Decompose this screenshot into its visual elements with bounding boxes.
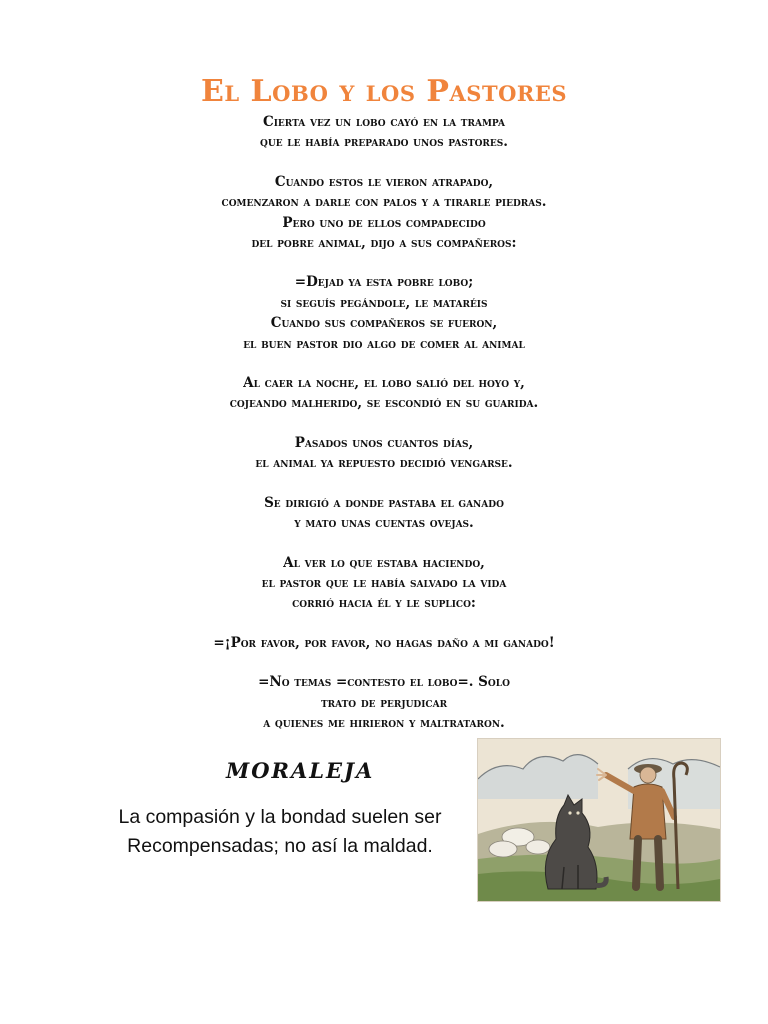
poem-line: cojeando malherido, se escondió en su guarida. bbox=[229, 395, 539, 412]
poem-line: corrió hacia él y le suplico: bbox=[292, 595, 476, 612]
wolf-and-shepherd-illustration bbox=[477, 738, 721, 902]
stanza-4 bbox=[0, 373, 768, 414]
poem-line: =Dejad ya esta pobre lobo; bbox=[294, 274, 474, 291]
moral-text bbox=[100, 803, 460, 861]
poem-line: del pobre animal, dijo a sus compañeros: bbox=[251, 235, 517, 252]
poem-line: el animal ya repuesto decidió vengarse. bbox=[255, 455, 513, 472]
poem-line: a quienes me hirieron y maltrataron. bbox=[263, 714, 505, 731]
stanza-9 bbox=[0, 672, 768, 733]
moral-line: Recompensadas; no así la maldad. bbox=[127, 835, 433, 857]
poem-line: comenzaron a darle con palos y a tirarle piedras. bbox=[221, 194, 547, 211]
poem-line: Pero uno de ellos compadecido bbox=[282, 214, 486, 231]
stanza-5 bbox=[0, 433, 768, 474]
poem-line: Pasados unos cuantos días, bbox=[294, 434, 474, 451]
poem-line: Cuando estos le vieron atrapado, bbox=[274, 173, 494, 190]
moraleja-heading: MORALEJA bbox=[226, 758, 375, 783]
stanza-6 bbox=[0, 493, 768, 534]
poem-line: y mato unas cuentas ovejas. bbox=[294, 515, 474, 532]
poem-line: Cierta vez un lobo cayó en la trampa bbox=[262, 114, 506, 130]
poem-line: el pastor que le había salvado la vida bbox=[261, 574, 507, 591]
poem-line: Al ver lo que estaba haciendo, bbox=[283, 554, 485, 571]
moral-line: La compasión y la bondad suelen ser bbox=[118, 806, 442, 828]
stanza-1 bbox=[0, 112, 768, 153]
poem-line: el buen pastor dio algo de comer al animal bbox=[243, 335, 525, 352]
poem-line: Cuando sus compañeros se fueron, bbox=[270, 315, 498, 332]
stanza-3 bbox=[0, 272, 768, 354]
stanza-8 bbox=[0, 633, 768, 653]
poem-line: Al caer la noche, el lobo salió del hoyo y, bbox=[243, 375, 525, 392]
poem-line: trato de perjudicar bbox=[320, 694, 448, 711]
poem-line: =No temas =contesto el lobo=. Solo bbox=[258, 674, 510, 691]
poem-line: si seguís pegándole, le mataréis bbox=[280, 294, 488, 311]
story-title: El Lobo y los Pastores bbox=[200, 74, 567, 109]
poem-body bbox=[0, 112, 768, 752]
poem-line: Se dirigió a donde pastaba el ganado bbox=[264, 494, 504, 511]
stanza-7 bbox=[0, 553, 768, 614]
poem-line: que le había preparado unos pastores. bbox=[260, 134, 508, 151]
stanza-2 bbox=[0, 172, 768, 254]
poem-line: =¡Por favor, por favor, no hagas daño a mi ganado! bbox=[213, 634, 555, 651]
